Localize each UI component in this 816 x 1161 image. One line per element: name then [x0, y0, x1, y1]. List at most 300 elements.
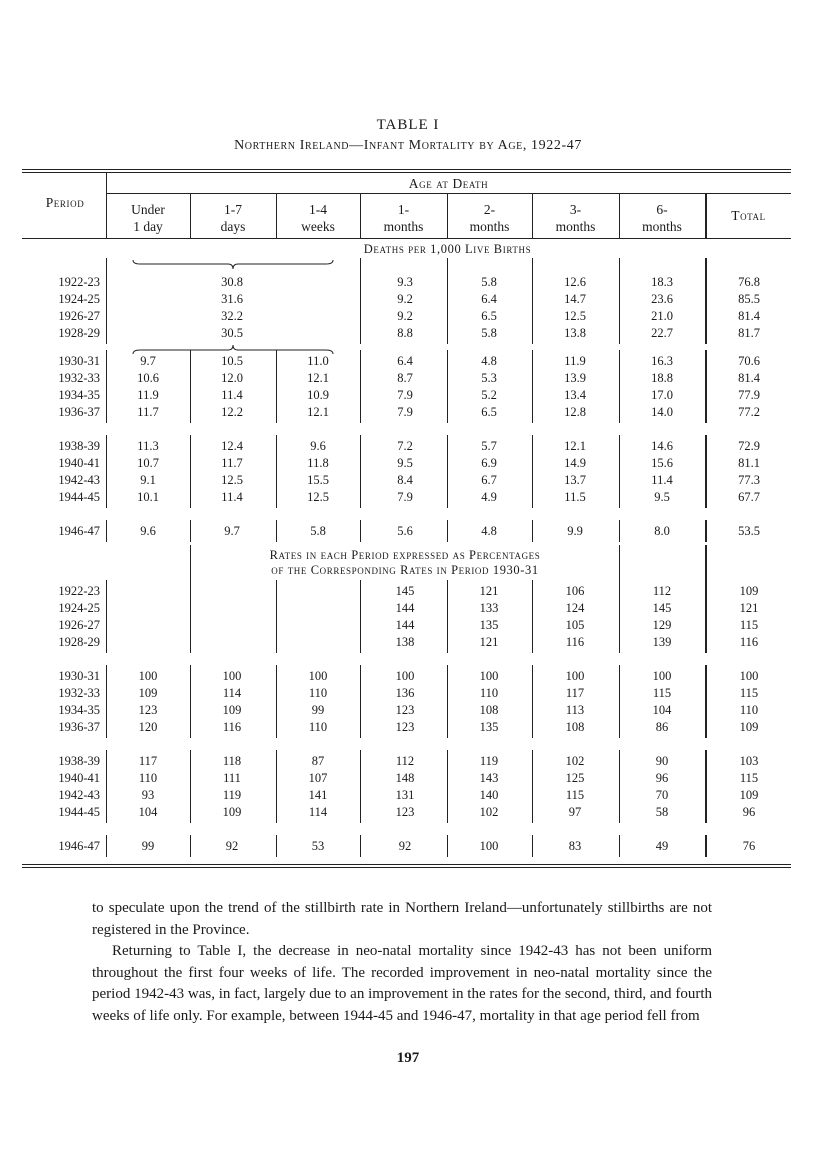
- table-cell: 9.6: [140, 524, 156, 538]
- col-divider-deaths-1-1: [190, 435, 191, 508]
- table-cell: 9.7: [140, 354, 156, 368]
- table-cell: 100: [308, 669, 328, 683]
- cell-first-week: 32.2: [221, 309, 243, 323]
- col-divider-rates-1-6: [619, 665, 620, 738]
- table-cell: 14.6: [651, 439, 673, 453]
- table-cell: 110: [479, 686, 499, 700]
- cell-1-months: 9.3: [397, 275, 413, 289]
- table-cell: 67.7: [738, 490, 760, 504]
- table-cell: 109: [138, 686, 158, 700]
- period-label: 1936-37: [58, 405, 100, 419]
- table-cell: 14.9: [564, 456, 586, 470]
- table-cell: 11.9: [564, 354, 586, 368]
- table-cell: 14.0: [651, 405, 673, 419]
- table-cell: 111: [223, 771, 241, 785]
- col-divider-rates-2-2: [276, 750, 277, 823]
- cell-6-months: 22.7: [651, 326, 673, 340]
- table-cell: 10.7: [137, 456, 159, 470]
- table-cell: 8.0: [654, 524, 670, 538]
- column-header-6-line2: months: [642, 219, 682, 234]
- table-cell: 81.1: [738, 456, 760, 470]
- cell-first-week: 31.6: [221, 292, 243, 306]
- column-header-2-line1: 1-4: [309, 202, 327, 217]
- period-label: 1930-31: [58, 669, 100, 683]
- table-cell: 135: [479, 618, 499, 632]
- col-divider-deaths-merged-4: [447, 258, 448, 344]
- period-label: 1922-23: [58, 275, 100, 289]
- table-cell: 138: [395, 635, 415, 649]
- table-cell: 4.8: [481, 354, 497, 368]
- table-cell: 100: [395, 669, 415, 683]
- header-divider-2: [276, 193, 277, 238]
- table-cell: 121: [739, 601, 759, 615]
- cell-6-months: 18.3: [651, 275, 673, 289]
- table-cell: 12.0: [221, 371, 243, 385]
- cell-2-months: 5.8: [481, 275, 497, 289]
- cell-first-week: 30.5: [221, 326, 243, 340]
- col-divider-deaths-merged-7: [705, 258, 707, 344]
- table-cell: 119: [479, 754, 499, 768]
- column-header-6-line1: 6-: [656, 202, 668, 217]
- col-divider-deaths-merged-0: [106, 258, 107, 344]
- col-divider-deaths-0-2: [276, 350, 277, 423]
- column-header-4-line2: months: [469, 219, 510, 234]
- table-cell: 110: [138, 771, 158, 785]
- table-cell: 12.8: [564, 405, 586, 419]
- table-cell: 8.7: [397, 371, 413, 385]
- header-divider-6: [619, 193, 620, 238]
- col-divider-deaths-0-0: [106, 350, 107, 423]
- table-cell: 110: [308, 720, 328, 734]
- col-divider-deaths-2-4: [447, 520, 448, 542]
- table-cell: 11.4: [651, 473, 673, 487]
- col-divider-deaths-2-0: [106, 520, 107, 542]
- col-divider-rates-2-4: [447, 750, 448, 823]
- deaths-band-label: Deaths per 1,000 Live Births: [363, 242, 532, 256]
- table-cell: 99: [141, 839, 155, 853]
- col-divider-deaths-1-6: [619, 435, 620, 508]
- period-label: 1934-35: [58, 388, 100, 402]
- col-divider-deaths-2-7: [705, 520, 707, 542]
- col-divider-rates-3-0: [106, 835, 107, 857]
- col-divider-rates-0-7: [705, 580, 707, 653]
- column-header-1-line1: 1-7: [224, 202, 242, 217]
- table-cell: 100: [565, 669, 585, 683]
- period-label: 1922-23: [58, 584, 100, 598]
- period-label: 1946-47: [58, 839, 100, 853]
- table-cell: 86: [655, 720, 669, 734]
- table-cell: 12.5: [221, 473, 243, 487]
- table-cell: 144: [395, 601, 415, 615]
- col-divider-deaths-merged-3: [360, 258, 361, 344]
- table-cell: 148: [395, 771, 415, 785]
- period-label: 1938-39: [58, 754, 100, 768]
- table-cell: 11.9: [137, 388, 159, 402]
- col-divider-rates-2-7: [705, 750, 707, 823]
- table-cell: 7.2: [397, 439, 413, 453]
- table-cell: 104: [652, 703, 672, 717]
- table-cell: 108: [565, 720, 585, 734]
- table-top-rule-1: [22, 169, 791, 170]
- table-cell: 10.1: [137, 490, 159, 504]
- table-cell: 107: [308, 771, 328, 785]
- table-cell: 103: [739, 754, 759, 768]
- table-cell: 11.4: [221, 490, 243, 504]
- col-divider-rates-2-6: [619, 750, 620, 823]
- rates-band-label-1: Rates in each Period expressed as Percentages: [269, 548, 541, 562]
- cell-2-months: 5.8: [481, 326, 497, 340]
- merge-brace-top: [132, 258, 334, 270]
- period-label: 1924-25: [58, 292, 100, 306]
- table-cell: 58: [655, 805, 669, 819]
- table-cell: 92: [398, 839, 412, 853]
- period-label: 1928-29: [58, 635, 100, 649]
- table-cell: 12.1: [307, 371, 329, 385]
- cell-total: 85.5: [738, 292, 760, 306]
- table-cell: 9.9: [567, 524, 583, 538]
- table-cell: 115: [739, 618, 759, 632]
- table-cell: 100: [479, 669, 499, 683]
- period-label: 1928-29: [58, 326, 100, 340]
- period-label: 1940-41: [58, 771, 100, 785]
- col-divider-rates-0-1: [190, 580, 191, 653]
- paragraph-1: to speculate upon the trend of the stillbirth rate in Northern Ireland—unfortunately stillbirths are not registered in the Province.: [92, 900, 712, 938]
- table-cell: 11.5: [564, 490, 586, 504]
- table-cell: 9.5: [654, 490, 670, 504]
- body-text: [92, 898, 712, 1027]
- period-label: 1940-41: [58, 456, 100, 470]
- table-cell: 105: [565, 618, 585, 632]
- table-cell: 109: [739, 584, 759, 598]
- rates-band-label-2: of the Corresponding Rates in Period 1930-31: [271, 563, 539, 577]
- col-divider-deaths-0-5: [532, 350, 533, 423]
- table-cell: 7.9: [397, 388, 413, 402]
- cell-2-months: 6.4: [481, 292, 497, 306]
- table-cell: 129: [652, 618, 672, 632]
- table-cell: 92: [225, 839, 239, 853]
- table-cell: 118: [222, 754, 242, 768]
- table-cell: 12.1: [564, 439, 586, 453]
- table-cell: 115: [652, 686, 672, 700]
- period-label: 1930-31: [58, 354, 100, 368]
- table-cell: 99: [311, 703, 325, 717]
- col-divider-rates-3-4: [447, 835, 448, 857]
- table-cell: 49: [655, 839, 669, 853]
- period-label: 1932-33: [58, 371, 100, 385]
- table-cell: 116: [739, 635, 759, 649]
- table-cell: 145: [395, 584, 415, 598]
- column-header-5-line2: months: [555, 219, 596, 234]
- table-cell: 10.6: [137, 371, 159, 385]
- column-header-0-line1: Under: [131, 202, 165, 217]
- col-divider-rates-3-3: [360, 835, 361, 857]
- col-divider-deaths-merged-5: [532, 258, 533, 344]
- col-divider-deaths-0-3: [360, 350, 361, 423]
- table-cell: 81.4: [738, 371, 760, 385]
- table-cell: 83: [568, 839, 582, 853]
- table-cell: 97: [568, 805, 582, 819]
- table-cell: 15.5: [307, 473, 329, 487]
- table-cell: 70: [655, 788, 669, 802]
- table-cell: 4.9: [481, 490, 497, 504]
- table-cell: 53.5: [738, 524, 760, 538]
- period-label: 1926-27: [58, 618, 100, 632]
- paragraph-2: Returning to Table I, the decrease in neo-natal mortality since 1942-43 has not been uniform throughout the first four weeks of life. The recorded improvement in neo-natal mortality since the period 1942-43 was, in fact, largely due to an improvement in the rates for the second, third, and fourth weeks of life only. For example, between 1944-45 and 1946-47, mortality in that age period fell from: [92, 943, 712, 1024]
- period-label: 1942-43: [58, 788, 100, 802]
- table-cell: 10.9: [307, 388, 329, 402]
- col-divider-deaths-1-0: [106, 435, 107, 508]
- col-divider-deaths-1-3: [360, 435, 361, 508]
- header-bottom-rule: [22, 238, 791, 239]
- table-cell: 102: [479, 805, 499, 819]
- col-divider-rates-0-6: [619, 580, 620, 653]
- table-cell: 117: [138, 754, 158, 768]
- cell-total: 81.7: [738, 326, 760, 340]
- table-cell: 7.9: [397, 490, 413, 504]
- table-cell: 100: [138, 669, 158, 683]
- col-divider-rates-3-5: [532, 835, 533, 857]
- table-cell: 53: [311, 839, 325, 853]
- col-divider-deaths-1-2: [276, 435, 277, 508]
- table-cell: 112: [652, 584, 672, 598]
- column-header-4-line1: 2-: [483, 202, 496, 217]
- table-cell: 114: [222, 686, 242, 700]
- col-divider-deaths-2-2: [276, 520, 277, 542]
- col-divider-rates-1-3: [360, 665, 361, 738]
- table-cell: 119: [222, 788, 242, 802]
- table-cell: 12.4: [221, 439, 243, 453]
- table-cell: 123: [395, 703, 415, 717]
- period-label: 1944-45: [58, 805, 100, 819]
- table-cell: 13.7: [564, 473, 586, 487]
- table-cell: 116: [222, 720, 242, 734]
- table-cell: 72.9: [738, 439, 760, 453]
- cell-2-months: 6.5: [481, 309, 497, 323]
- table-cell: 135: [479, 720, 499, 734]
- age-header-rule: [106, 193, 791, 194]
- table-cell: 11.3: [137, 439, 159, 453]
- cell-6-months: 23.6: [651, 292, 673, 306]
- cell-1-months: 8.8: [397, 326, 413, 340]
- table-cell: 77.2: [738, 405, 760, 419]
- cell-3-months: 12.5: [564, 309, 586, 323]
- table-cell: 100: [739, 669, 759, 683]
- table-cell: 110: [739, 703, 759, 717]
- col-divider-rates-0-3: [360, 580, 361, 653]
- table-cell: 121: [479, 584, 499, 598]
- table-title: TABLE I: [376, 117, 440, 133]
- cell-first-week: 30.8: [221, 275, 243, 289]
- header-divider-0: [106, 193, 107, 238]
- period-label: 1942-43: [58, 473, 100, 487]
- table-cell: 13.9: [564, 371, 586, 385]
- table-cell: 11.7: [221, 456, 243, 470]
- column-header-5-line1: 3-: [569, 202, 582, 217]
- table-bottom-rule-2: [22, 867, 791, 868]
- header-left-divider: [106, 172, 107, 193]
- col-divider-rates-2-3: [360, 750, 361, 823]
- table-cell: 113: [565, 703, 585, 717]
- period-label: 1932-33: [58, 686, 100, 700]
- table-cell: 11.8: [307, 456, 329, 470]
- period-header: Period: [45, 195, 85, 210]
- table-cell: 77.9: [738, 388, 760, 402]
- table-cell: 100: [652, 669, 672, 683]
- cell-1-months: 9.2: [397, 309, 413, 323]
- table-cell: 144: [395, 618, 415, 632]
- table-cell: 8.4: [397, 473, 413, 487]
- table-cell: 6.9: [481, 456, 497, 470]
- table-cell: 139: [652, 635, 672, 649]
- table-cell: 12.2: [221, 405, 243, 419]
- table-cell: 136: [395, 686, 415, 700]
- table-cell: 115: [739, 771, 759, 785]
- period-label: 1938-39: [58, 439, 100, 453]
- col-divider-rates-3-7: [705, 835, 707, 857]
- period-label: 1936-37: [58, 720, 100, 734]
- table-cell: 5.8: [310, 524, 326, 538]
- total-header: Total: [731, 208, 766, 223]
- table-cell: 109: [739, 720, 759, 734]
- table-cell: 100: [479, 839, 499, 853]
- col-divider-rates-3-6: [619, 835, 620, 857]
- table-cell: 145: [652, 601, 672, 615]
- column-header-0-line2: 1 day: [133, 219, 163, 234]
- table-cell: 9.7: [224, 524, 240, 538]
- col-divider-deaths-2-1: [190, 520, 191, 542]
- table-cell: 76: [742, 839, 756, 853]
- table-cell: 9.6: [310, 439, 326, 453]
- table-cell: 6.7: [481, 473, 497, 487]
- table-cell: 87: [311, 754, 325, 768]
- table-cell: 17.0: [651, 388, 673, 402]
- col-divider-deaths-1-7: [705, 435, 707, 508]
- table-cell: 6.5: [481, 405, 497, 419]
- col-divider-rates-3-2: [276, 835, 277, 857]
- table-top-rule-2: [22, 172, 791, 173]
- table-bottom-rule-1: [22, 864, 791, 865]
- table-cell: 96: [655, 771, 669, 785]
- table-cell: 90: [655, 754, 669, 768]
- table-cell: 143: [479, 771, 499, 785]
- cell-3-months: 14.7: [564, 292, 586, 306]
- column-header-2-line2: weeks: [301, 219, 335, 234]
- table-cell: 13.4: [564, 388, 586, 402]
- cell-total: 76.8: [738, 275, 760, 289]
- table-cell: 12.5: [307, 490, 329, 504]
- table-cell: 117: [565, 686, 585, 700]
- table-cell: 11.7: [137, 405, 159, 419]
- table-cell: 123: [395, 805, 415, 819]
- table-cell: 93: [141, 788, 155, 802]
- period-label: 1944-45: [58, 490, 100, 504]
- period-label: 1946-47: [58, 524, 100, 538]
- table-cell: 16.3: [651, 354, 673, 368]
- table-cell: 4.8: [481, 524, 497, 538]
- table-cell: 12.1: [307, 405, 329, 419]
- table-cell: 15.6: [651, 456, 673, 470]
- col-divider-rates-0-2: [276, 580, 277, 653]
- period-label: 1924-25: [58, 601, 100, 615]
- period-label: 1926-27: [58, 309, 100, 323]
- table-cell: 140: [479, 788, 499, 802]
- cell-6-months: 21.0: [651, 309, 673, 323]
- col-divider-rates-2-5: [532, 750, 533, 823]
- col-divider-deaths-0-1: [190, 350, 191, 423]
- col-divider-deaths-0-7: [705, 350, 707, 423]
- table-cell: 125: [565, 771, 585, 785]
- table-cell: 115: [739, 686, 759, 700]
- table-cell: 121: [479, 635, 499, 649]
- band2-right-divider: [619, 545, 620, 581]
- col-divider-deaths-1-4: [447, 435, 448, 508]
- table-cell: 5.6: [397, 524, 413, 538]
- col-divider-rates-1-7: [705, 665, 707, 738]
- table-cell: 11.4: [221, 388, 243, 402]
- table-cell: 10.5: [221, 354, 243, 368]
- col-divider-deaths-1-5: [532, 435, 533, 508]
- table-cell: 123: [138, 703, 158, 717]
- header-divider-3: [360, 193, 361, 238]
- table-cell: 141: [308, 788, 328, 802]
- col-divider-deaths-merged-6: [619, 258, 620, 344]
- col-divider-deaths-2-5: [532, 520, 533, 542]
- header-divider-4: [447, 193, 448, 238]
- header-divider-7: [705, 193, 707, 238]
- page-number: 197: [396, 1050, 420, 1066]
- cell-total: 81.4: [738, 309, 760, 323]
- table-cell: 100: [222, 669, 242, 683]
- table-cell: 9.5: [397, 456, 413, 470]
- col-divider-rates-1-5: [532, 665, 533, 738]
- table-cell: 5.2: [481, 388, 497, 402]
- header-divider-1: [190, 193, 191, 238]
- col-divider-deaths-0-6: [619, 350, 620, 423]
- col-divider-rates-1-4: [447, 665, 448, 738]
- header-divider-5: [532, 193, 533, 238]
- col-divider-rates-0-4: [447, 580, 448, 653]
- column-header-1-line2: days: [220, 219, 246, 234]
- table-cell: 70.6: [738, 354, 760, 368]
- column-header-3-line1: 1-: [397, 202, 410, 217]
- table-cell: 5.7: [481, 439, 497, 453]
- table-cell: 115: [565, 788, 585, 802]
- table-cell: 133: [479, 601, 499, 615]
- col-divider-rates-1-2: [276, 665, 277, 738]
- table-cell: 7.9: [397, 405, 413, 419]
- table-cell: 106: [565, 584, 585, 598]
- table-cell: 11.0: [307, 354, 329, 368]
- col-divider-deaths-2-6: [619, 520, 620, 542]
- col-divider-rates-2-0: [106, 750, 107, 823]
- age-at-death-header: Age at Death: [408, 176, 489, 191]
- table-cell: 123: [395, 720, 415, 734]
- table-cell: 110: [308, 686, 328, 700]
- table-cell: 102: [565, 754, 585, 768]
- cell-3-months: 13.8: [564, 326, 586, 340]
- table-cell: 18.8: [651, 371, 673, 385]
- table-cell: 104: [138, 805, 158, 819]
- table-cell: 9.1: [140, 473, 156, 487]
- table-cell: 116: [565, 635, 585, 649]
- table-cell: 5.3: [481, 371, 497, 385]
- col-divider-rates-0-5: [532, 580, 533, 653]
- table-cell: 109: [222, 805, 242, 819]
- col-divider-rates-1-1: [190, 665, 191, 738]
- col-divider-rates-1-0: [106, 665, 107, 738]
- table-cell: 120: [138, 720, 158, 734]
- table-cell: 77.3: [738, 473, 760, 487]
